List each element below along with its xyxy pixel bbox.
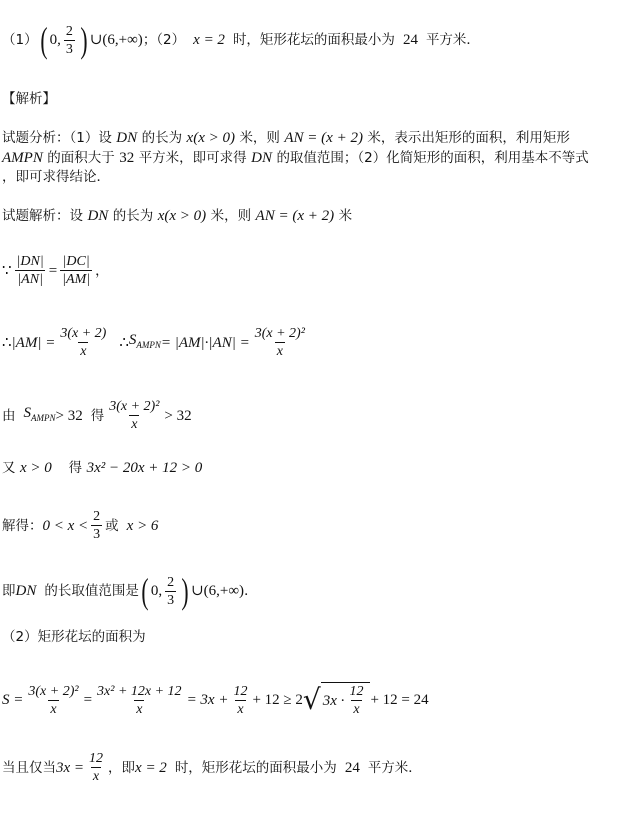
union-interval: ∪(6,+∞) [191,583,245,599]
fraction-two-thirds: $\frac{2}{3}$ [167,574,175,608]
s-bound: + 12 ≥ 2 [252,692,303,708]
analysis-line-2 [2,149,589,167]
am-equation [2,325,310,360]
s-lhs: S = [2,692,24,708]
s-expanded: = 3x + [186,692,229,708]
value-32: 32 [119,150,135,166]
fraction-dn-an: $\frac{|DN|}{|AN|}$ [16,254,44,287]
solution-text: 又 [2,460,16,476]
analysis-text: 平方米，即可求得 [138,150,247,166]
gt-32: > 32 [55,407,83,424]
final-value: 24 [344,759,360,776]
answer-value: 24 [402,32,418,48]
answer-sep: ；（2） [142,32,186,48]
var-ampn: AMPN [2,150,43,166]
range-result [2,573,258,609]
fraction-am: $\frac{3(x + 2)}{x}$ [60,326,107,359]
final-unit: 平方米． [367,759,422,776]
solution-text: ，即 [108,759,136,776]
solution-text: 由 [2,407,16,424]
right-paren: ) [181,571,189,611]
fraction-12-x: $\frac{12}{x}$ [233,683,248,717]
final-conclusion [2,750,422,785]
fraction-s: $\frac{\text{3(x + 2)²}}{x}$ [254,326,305,359]
ratio-equation [2,253,109,288]
answer-text: 时，矩形花坛的面积最小为 [232,32,395,48]
left-paren: ( [39,20,48,60]
var-dn: DN [87,208,109,224]
fraction-two-thirds: $\frac{2}{3}$ [65,23,73,57]
solution-text: 的长取值范围是 [44,583,139,599]
quadratic-inequality [2,459,202,477]
equals: = [83,692,93,708]
solution-text: 得 [68,460,83,476]
therefore-symbol: ∴ [119,334,129,351]
solution-text: 当且仅当 [2,759,56,776]
gt-32: > 32 [164,407,192,424]
var-dn: DN [15,583,37,599]
right-paren: ) [80,20,88,60]
var-dn: DN [251,150,272,166]
answer-part1-label: （1） [2,32,38,48]
solution-text: 米 [338,208,353,224]
section-heading: 【解析】 [2,91,56,107]
part2-heading: （2）矩形花坛的面积为 [2,629,146,645]
condition-x: x(x > 0) [186,130,235,146]
equals: = [48,262,58,279]
fraction-12-x: $\frac{12}{x}$ [349,684,364,717]
solution-text: 试题解析：设 [2,208,83,224]
am-lhs: |AM| = [11,334,56,351]
condition-x: x > 0 [19,460,52,476]
ineq-left: 0 < x < [42,517,89,534]
area-symbol: $S_{AMPN}$ [128,332,161,350]
final-x: x = 2 [135,759,167,776]
solution-set [2,508,158,543]
comma: ， [95,262,109,279]
analysis-text: 的长为 [141,130,183,146]
area-chain [2,682,429,718]
therefore-symbol: ∴ [2,334,12,351]
inequality-s [2,398,192,433]
an-expression: AN = (x + 2) [284,130,363,146]
because-symbol: ∵ [2,262,12,279]
analysis-text: 的面积大于 [47,150,115,166]
solution-text: 米，则 [210,208,252,224]
solution-text: 得 [90,407,105,424]
interval-open: 0, [49,32,61,48]
fraction-dc-am: $\frac{|DC|}{|AM|}$ [62,254,91,287]
area-symbol: $S_{AMPN}$ [23,405,56,423]
answer-unit: 平方米． [425,32,480,48]
solution-text: 的长为 [112,208,154,224]
quadratic: 3x² − 20x + 12 > 0 [86,460,203,476]
solution-text: 即 [2,583,16,599]
square-root: √ 3x · $\frac{12}{x}$ [303,682,371,718]
var-dn: DN [116,130,138,146]
solution-text: 解得： [2,517,43,534]
ineq-right: x > 6 [126,517,159,534]
union-interval: ∪(6,+∞) [89,32,143,48]
analysis-text: 试题分析：（1）设 [2,130,112,146]
an-expression: AN = (x + 2) [255,208,335,224]
solution-head [2,207,352,225]
or-text: 或 [105,517,119,534]
analysis-text: 米，则 [239,130,280,146]
area-middle: = |AM|·|AN| = [160,334,250,351]
left-paren: ( [141,571,149,611]
fraction-12-x: $\frac{12}{x}$ [89,751,104,784]
analysis-text: 的取值范围；（2）化简矩形的面积，利用基本不等式 [276,150,589,166]
s-result: + 12 = 24 [370,692,429,708]
analysis-line-1 [2,129,570,147]
answer-condition: x = 2 [193,32,225,48]
answer-line [2,22,480,58]
fraction-two-thirds: $\frac{2}{3}$ [93,509,101,542]
solution-text: 时，矩形花坛的面积最小为 [174,759,337,776]
analysis-line-3: ，即可求得结论． [2,169,110,185]
final-lhs: 3x = [56,759,85,776]
analysis-text: 米，表示出矩形的面积，利用矩形 [367,130,570,146]
fraction-s1: $\frac{\text{3(x + 2)²}}{x}$ [28,683,79,717]
interval-open: 0, [150,583,163,599]
fraction-s2: $\frac{\text{3x² + 12x + 12}}{x}$ [97,683,182,717]
fraction-s: $\frac{\text{3(x + 2)²}}{x}$ [109,399,160,432]
period: ． [244,583,258,599]
condition-x: x(x > 0) [157,208,207,224]
